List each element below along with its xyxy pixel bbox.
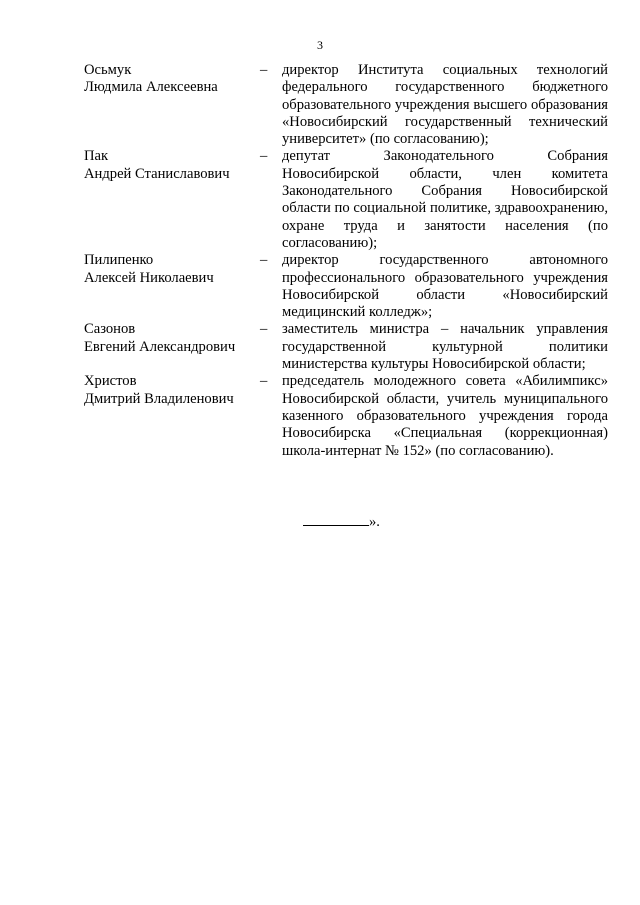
member-entry	[84, 62, 608, 148]
member-dash: –	[260, 62, 268, 78]
page-number: 3	[317, 38, 323, 52]
member-surname: Пак	[84, 148, 109, 165]
member-surname: Сазонов	[84, 321, 136, 338]
member-given-name: Дмитрий Владиленович	[84, 390, 234, 407]
member-entry	[84, 373, 608, 459]
member-surname: Пилипенко	[84, 252, 154, 269]
member-name	[84, 62, 260, 148]
member-role: заместитель министра – начальник управления государственной культурной политики министерства культуры Новосибирской области;	[282, 321, 608, 373]
member-dash: –	[260, 373, 268, 390]
member-name	[84, 252, 260, 321]
member-name	[84, 148, 260, 252]
member-role: директор Института социальных технологий федерального государственного бюджетного образовательного учреждения высшего образования «Новосибирский государственный технический университет» (по согласованию);	[282, 62, 608, 148]
member-surname: Осьмук	[84, 62, 132, 78]
closing-line	[303, 512, 380, 531]
member-dash: –	[260, 252, 268, 269]
member-given-name: Евгений Александрович	[84, 338, 236, 355]
member-name	[84, 373, 260, 459]
member-role: директор государственного автономного профессионального образовательного учреждения Новосибирской области «Новосибирский медицинский колледж»;	[282, 252, 608, 321]
member-role: депутат Законодательного Собрания Новосибирской области, член комитета Законодательного Собрания Новосибирской области по социальной политике, здравоохранению, охране труда и занятости населения (по согласованию);	[282, 148, 608, 251]
member-given-name: Людмила Алексеевна	[84, 79, 218, 96]
commission-members-list	[84, 62, 608, 460]
member-role: председатель молодежного совета «Абилимпикс» Новосибирской области, учитель муниципального казенного образовательного учреждения города Новосибирска «Специальная (коррекционная) школа-интернат № 152» (по согласованию).	[282, 373, 608, 459]
member-dash: –	[260, 148, 268, 165]
member-name	[84, 321, 260, 373]
member-entry	[84, 148, 608, 252]
closing-quote: ».	[369, 514, 380, 530]
signature-blank-line	[303, 512, 369, 526]
member-dash: –	[260, 321, 268, 338]
member-entry	[84, 321, 608, 373]
member-entry	[84, 252, 608, 321]
member-surname: Христов	[84, 373, 137, 390]
member-given-name: Алексей Николаевич	[84, 269, 214, 286]
member-given-name: Андрей Станиславович	[84, 165, 230, 182]
